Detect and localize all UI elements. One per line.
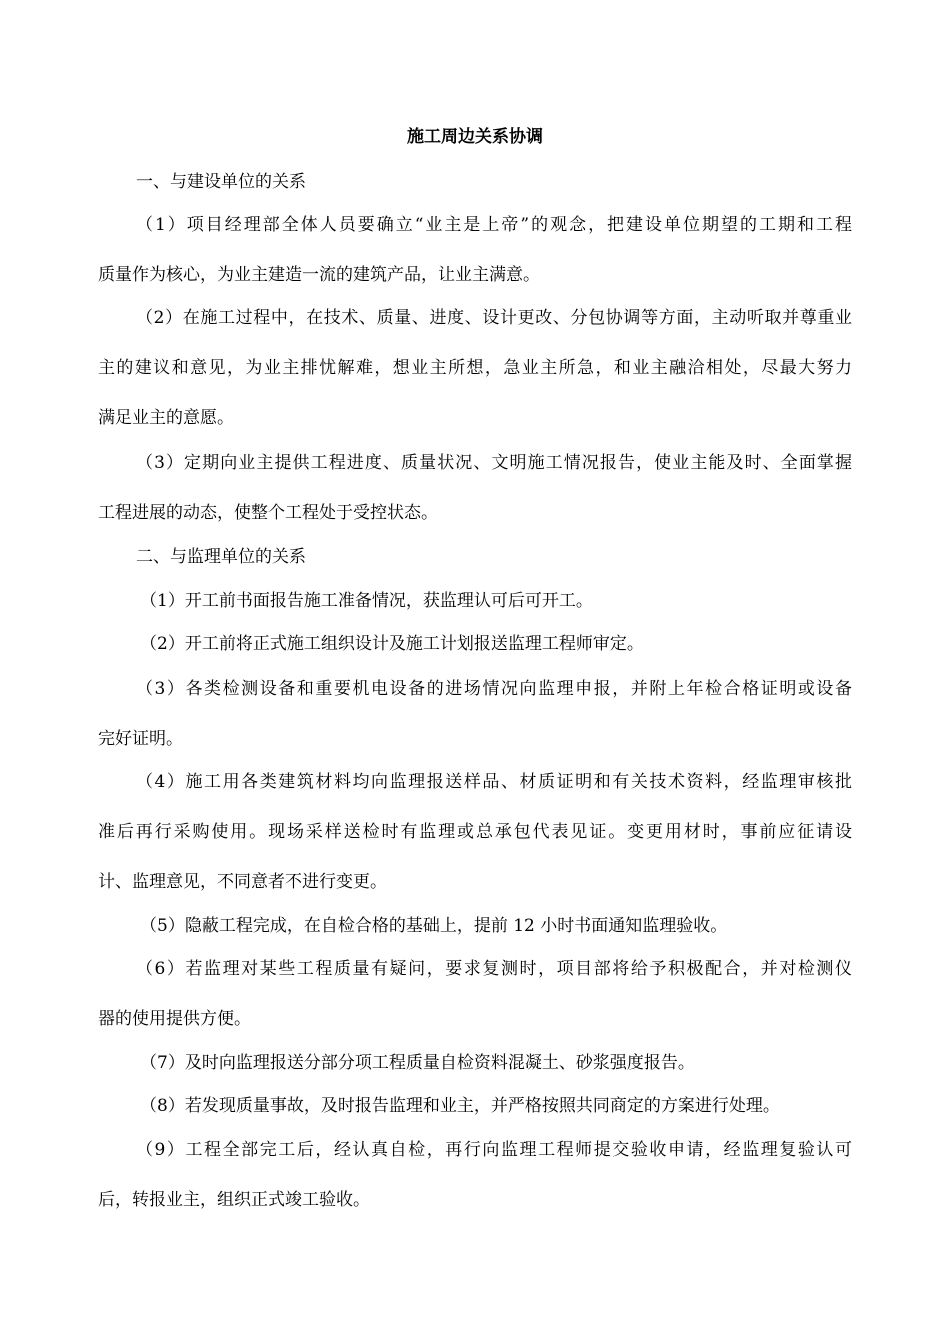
section-heading: 一、与建设单位的关系 — [136, 172, 306, 192]
paragraph-line: （9）工程全部完工后，经认真自检，再行向监理工程师提交验收申请，经监理复验认可 — [136, 1140, 852, 1160]
paragraph-line: 质量作为核心，为业主建造一流的建筑产品，让业主满意。 — [98, 265, 540, 285]
paragraph-line: （1）项目经理部全体人员要确立“业主是上帝”的观念，把建设单位期望的工期和工程 — [136, 215, 852, 235]
paragraph-line: （7）及时向监理报送分部分项工程质量自检资料混凝土、砂浆强度报告。 — [140, 1053, 695, 1073]
paragraph-line: （6）若监理对某些工程质量有疑问，要求复测时，项目部将给予积极配合，并对检测仪 — [136, 959, 852, 979]
paragraph-line: 准后再行采购使用。现场采样送检时有监理或总承包代表见证。变更用材时，事前应征请设 — [98, 822, 852, 842]
paragraph-line: （3）各类检测设备和重要机电设备的进场情况向监理申报，并附上年检合格证明或设备 — [136, 679, 852, 699]
paragraph-line: 主的建议和意见，为业主排忧解难，想业主所想，急业主所急，和业主融洽相处，尽最大努力 — [98, 358, 852, 378]
paragraph-line: 计、监理意见，不同意者不进行变更。 — [98, 872, 387, 892]
section-heading: 二、与监理单位的关系 — [136, 547, 306, 567]
paragraph-line: 后，转报业主，组织正式竣工验收。 — [98, 1190, 370, 1210]
paragraph-line: （5）隐蔽工程完成，在自检合格的基础上，提前 12 小时书面通知监理验收。 — [140, 916, 728, 936]
page-title: 施工周边关系协调 — [407, 127, 543, 147]
paragraph-line: （8）若发现质量事故，及时报告监理和业主，并严格按照共同商定的方案进行处理。 — [140, 1096, 780, 1116]
paragraph-line: 器的使用提供方便。 — [98, 1009, 251, 1029]
paragraph-line: 工程进展的动态，使整个工程处于受控状态。 — [98, 503, 438, 523]
paragraph-line: （1）开工前书面报告施工准备情况，获监理认可后可开工。 — [140, 591, 593, 611]
paragraph-line: （3）定期向业主提供工程进度、质量状况、文明施工情况报告，使业主能及时、全面掌握 — [136, 453, 852, 473]
paragraph-line: （2）开工前将正式施工组织设计及施工计划报送监理工程师审定。 — [140, 634, 644, 654]
paragraph-line: （4）施工用各类建筑材料均向监理报送样品、材质证明和有关技术资料，经监理审核批 — [136, 772, 852, 792]
paragraph-line: 满足业主的意愿。 — [98, 408, 234, 428]
paragraph-line: 完好证明。 — [98, 729, 183, 749]
paragraph-line: （2）在施工过程中，在技术、质量、进度、设计更改、分包协调等方面，主动听取并尊重业 — [136, 308, 852, 328]
